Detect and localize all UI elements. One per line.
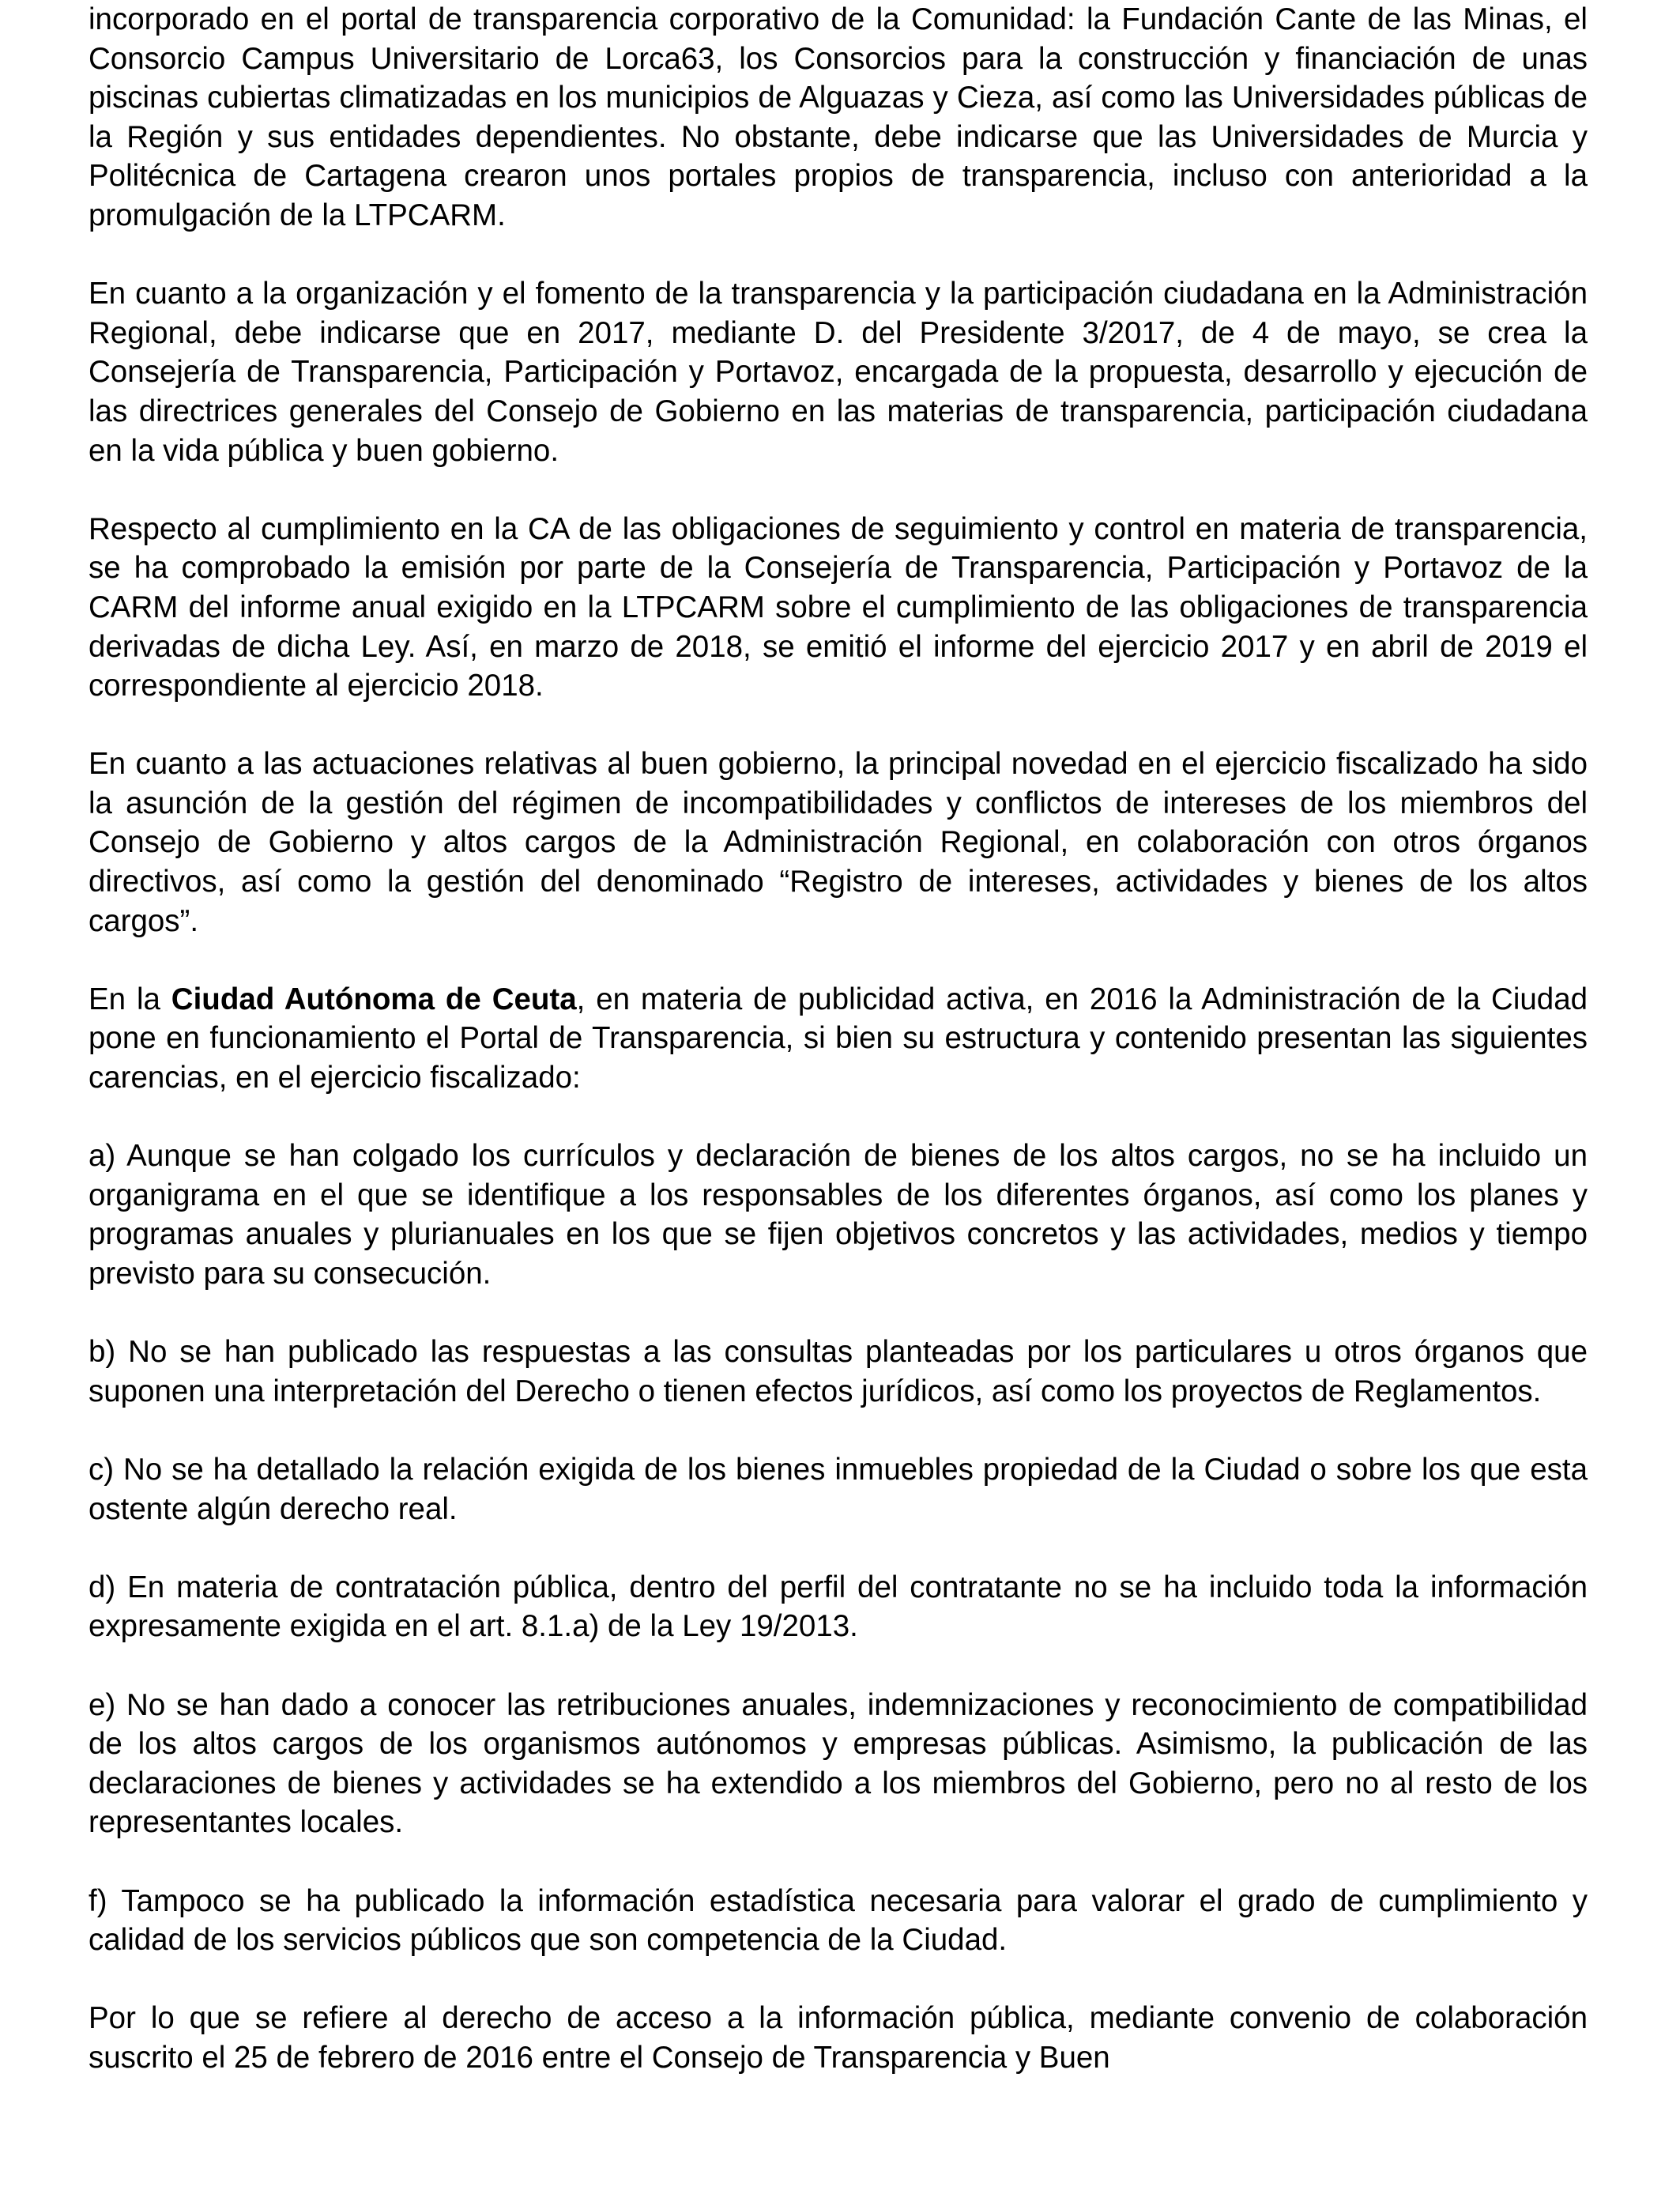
paragraph-transparency-organization: En cuanto a la organización y el fomento de la transparencia y la participación ciudadana en la Administración Regional, debe indicarse que en 2017, mediante D. del Presidente 3/2017, de 4 de mayo, se crea la Consejería de Transparencia, Participación y Portavoz, encargada de la propuesta, desarrollo y ejecución de las directrices generales del Consejo de Gobierno en las materias de transparencia, participación ciudadana en la vida pública y buen gobierno. — [89, 277, 1588, 468]
paragraph-portal-entities: incorporado en el portal de transparencia corporativo de la Comunidad: la Fundación Cante de las Minas, el Consorcio Campus Universitario de Lorca63, los Consorcios para la construcción y financiación de unas piscinas cubiertas climatizadas en los municipios de Alguazas y Cieza, así como las Universidades públicas de la Región y sus entidades dependientes. No obstante, debe indicarse que las Universidades de Murcia y Politécnica de Cartagena crearon unos portales propios de transparencia, incluso con anterioridad a la promulgación de la LTPCARM. — [89, 2, 1588, 232]
list-item-a: a) Aunque se han colgado los currículos y declaración de bienes de los altos cargos, no se ha incluido un organigrama en el que se identifique a los responsables de los diferentes órganos, así como los planes y programas anuales y plurianuales en los que se fijen objetivos concretos y las actividades, medios y tiempo previsto para su consecución. — [89, 1139, 1588, 1291]
paragraph-ceuta-intro — [89, 980, 1588, 1098]
list-item-f: f) Tampoco se ha publicado la información estadística necesaria para valorar el grado de cumplimiento y calidad de los servicios públicos que son competencia de la Ciudad. — [89, 1883, 1588, 1958]
list-item-c: c) No se ha detallado la relación exigida de los bienes inmuebles propiedad de la Ciudad o sobre los que esta ostente algún derecho real. — [89, 1452, 1588, 1526]
paragraph-access-right: Por lo que se refiere al derecho de acceso a la información pública, mediante convenio de colaboración suscrito el 25 de febrero de 2016 entre el Consejo de Transparencia y Buen — [89, 2001, 1588, 2075]
list-item-b: b) No se han publicado las respuestas a las consultas planteadas por los particulares u otros órganos que suponen una interpretación del Derecho o tienen efectos jurídicos, así como los proyectos de Reglamentos. — [89, 1335, 1588, 1408]
ceuta-intro-suffix: , en materia de publicidad activa, en 2016 la Administración de la Ciudad pone en funcionamiento el Portal de Transparencia, si bien su estructura y contenido presentan las siguientes carencias, en el ejercicio fiscalizado: — [89, 982, 1588, 1095]
paragraph-monitoring-compliance: Respecto al cumplimiento en la CA de las obligaciones de seguimiento y control en materia de transparencia, se ha comprobado la emisión por parte de la Consejería de Transparencia, Participación y Portavoz de la CARM del informe anual exigido en la LTPCARM sobre el cumplimiento de las obligaciones de transparencia derivadas de dicha Ley. Así, en marzo de 2018, se emitió el informe del ejercicio 2017 y en abril de 2019 el correspondiente al ejercicio 2018. — [89, 511, 1588, 703]
list-item-e: e) No se han dado a conocer las retribuciones anuales, indemnizaciones y reconocimiento de compatibilidad de los altos cargos de los organismos autónomos y empresas públicas. Asimismo, la publicación de las declaraciones de bienes y actividades se ha extendido a los miembros del Gobierno, pero no al resto de los representantes locales. — [89, 1687, 1588, 1840]
document-page — [89, 0, 1588, 2117]
paragraph-good-governance: En cuanto a las actuaciones relativas al buen gobierno, la principal novedad en el ejercicio fiscalizado ha sido la asunción de la gestión del régimen de incompatibilidades y conflictos de intereses de los miembros del Consejo de Gobierno y altos cargos de la Administración Regional, en colaboración con otros órganos directivos, así como la gestión del denominado “Registro de intereses, actividades y bienes de los altos cargos”. — [89, 747, 1588, 938]
ceuta-name: Ciudad Autónoma de Ceuta — [171, 982, 577, 1016]
list-item-d: d) En materia de contratación pública, dentro del perfil del contratante no se ha incluido toda la información expresamente exigida en el art. 8.1.a) de la Ley 19/2013. — [89, 1570, 1588, 1644]
ceuta-intro-prefix: En la — [89, 982, 171, 1016]
